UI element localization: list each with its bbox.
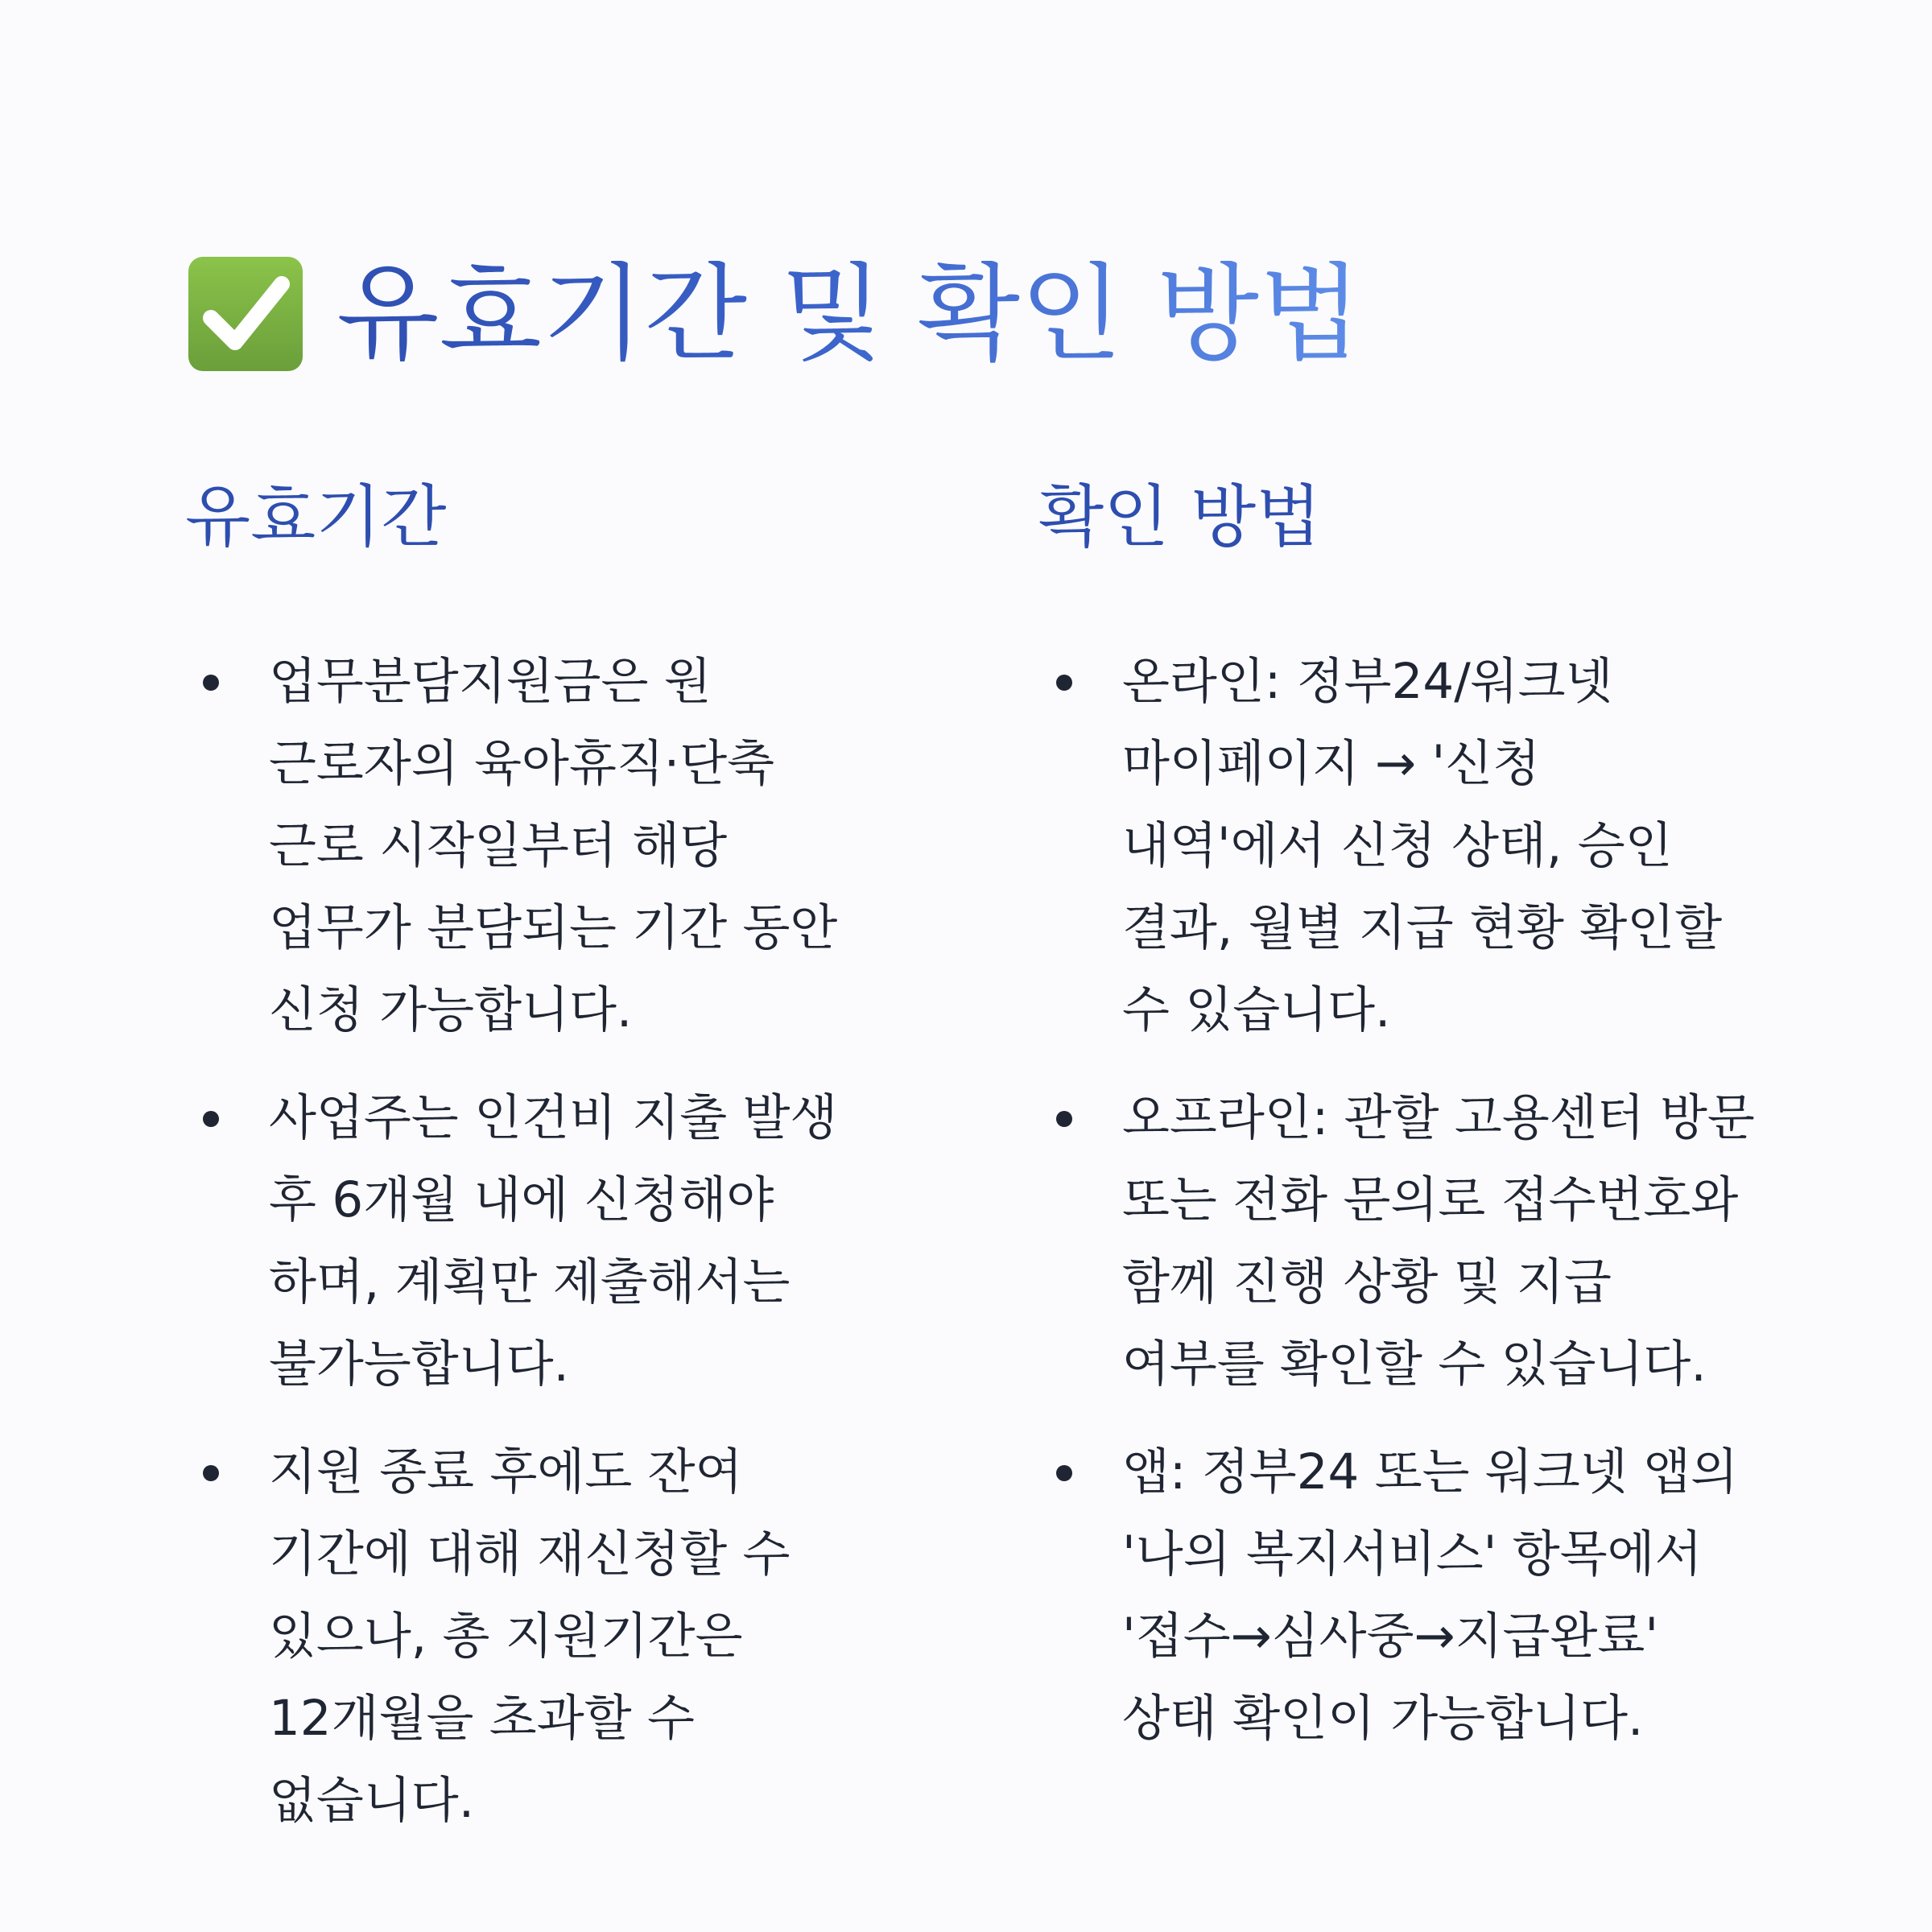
validity-list xyxy=(185,641,958,1842)
page-title xyxy=(187,242,1362,386)
title-text: 유효기간 및 확인 방법 xyxy=(336,252,1362,376)
list-item xyxy=(1038,641,1758,1051)
validity-section xyxy=(185,477,958,1868)
check-method-list xyxy=(1038,641,1811,1760)
bullet-icon xyxy=(203,1111,219,1127)
list-item-text: 온라인: 정부24/워크넷 마이페이지 → '신청 내역'에서 신청 상태, 승인 결과, 월별 지급 현황 확인할 수 있습니다. xyxy=(1122,653,1723,1038)
bullet-icon xyxy=(1056,675,1072,691)
list-item-text: 오프라인: 관할 고용센터 방문 또는 전화 문의로 접수번호와 함께 진행 상황 및 지급 여부를 확인할 수 있습니다. xyxy=(1122,1089,1755,1393)
bullet-icon xyxy=(1056,1111,1072,1127)
check-method-heading: 확인 방법 xyxy=(1038,477,1322,556)
list-item-text: 업무분담지원금은 원 근로자의 육아휴직·단축 근로 시작일부터 해당 업무가 분담되는 기간 동안 신청 가능합니다. xyxy=(269,653,838,1038)
bullet-icon xyxy=(203,1465,219,1481)
bullet-icon xyxy=(203,675,219,691)
list-item xyxy=(185,1431,881,1842)
list-item xyxy=(185,641,881,1051)
list-item xyxy=(1038,1077,1758,1406)
validity-heading: 유효기간 xyxy=(185,477,447,556)
list-item-text: 사업주는 인건비 지출 발생 후 6개월 내에 신청해야 하며, 계획만 제출해서는 불가능합니다. xyxy=(269,1089,838,1393)
list-item-text: 앱: 정부24 또는 워크넷 앱의 '나의 복지서비스' 항목에서 '접수→심사중→지급완료' 상태 확인이 가능합니다. xyxy=(1122,1443,1738,1747)
list-item-text: 지원 종료 후에도 잔여 기간에 대해 재신청할 수 있으나, 총 지원기간은 12개월을 초과할 수 없습니다. xyxy=(269,1443,791,1829)
check-mark-button-icon xyxy=(187,255,304,373)
list-item xyxy=(185,1077,881,1406)
check-method-section xyxy=(1038,477,1811,1785)
list-item xyxy=(1038,1431,1758,1760)
bullet-icon xyxy=(1056,1465,1072,1481)
